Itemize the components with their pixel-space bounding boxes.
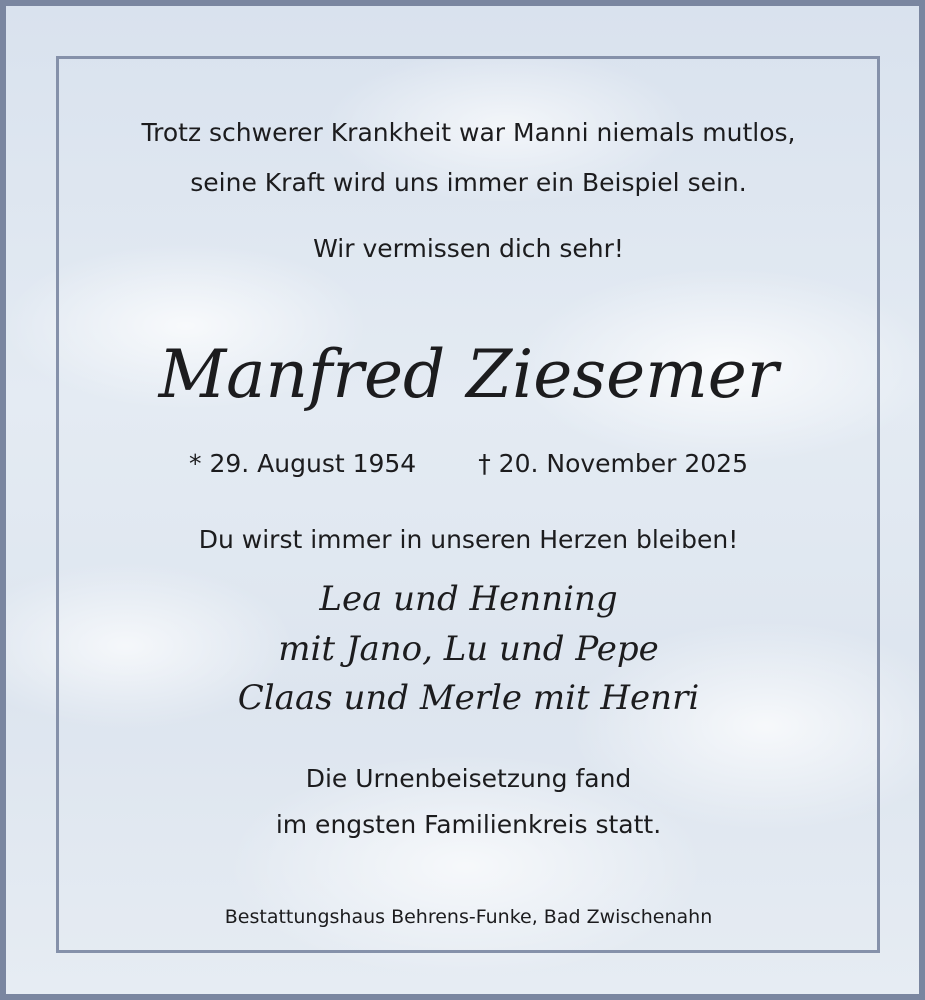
mourner-line-2: mit Jano, Lu und Pepe [278,629,659,669]
burial-line-2: im engsten Familienkreis statt. [275,810,662,839]
mourner-line-3: Claas und Merle mit Henri [237,678,700,718]
mourner-line-1: Lea und Henning [319,579,618,619]
intro-line-1: Trotz schwerer Krankheit war Manni niemals mutlos, [141,118,796,147]
birth-date: * 29. August 1954 [189,449,417,478]
burial-line-1: Die Urnenbeisetzung fand [305,764,632,793]
miss-you-line: Wir vermissen dich sehr! [313,234,624,263]
life-dates [6,449,925,478]
undertaker-credit: Bestattungshaus Behrens-Funke, Bad Zwischenahn [224,906,713,928]
in-our-hearts-line: Du wirst immer in unseren Herzen bleiben! [198,525,739,554]
deceased-name: Manfred Ziesemer [158,336,779,413]
intro-line-2: seine Kraft wird uns immer ein Beispiel sein. [190,168,747,197]
death-date: † 20. November 2025 [478,449,748,478]
